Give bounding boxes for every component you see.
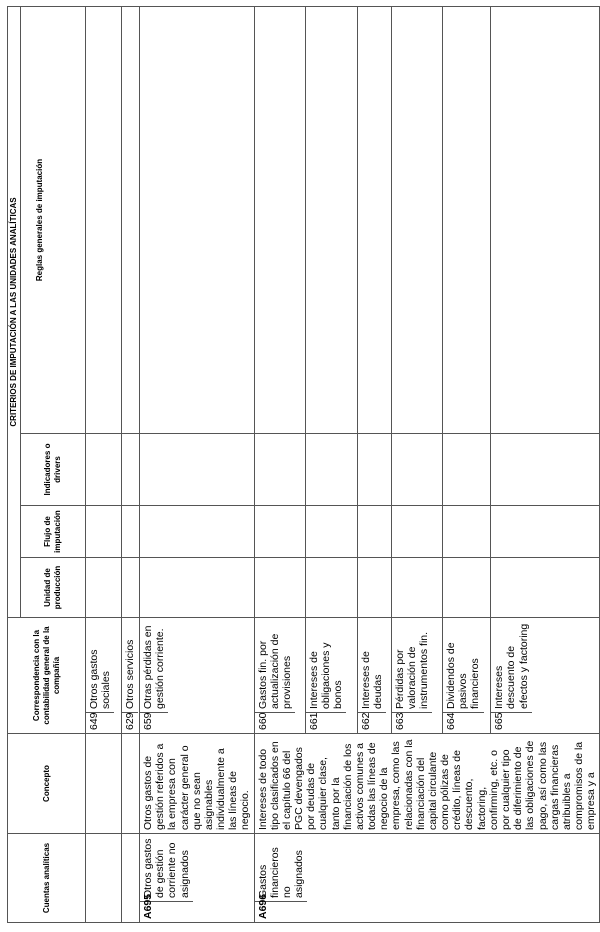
header-correspondencia: Correspondencia con la contabilidad general de la compañía xyxy=(8,618,86,734)
header-indicadores: Indicadores o drivers xyxy=(21,434,86,506)
account-number: 649 xyxy=(86,712,114,733)
account-number: 661 xyxy=(306,712,347,733)
header-reglas: Reglas generales de imputación xyxy=(21,7,86,434)
concept-text: Intereses de todo tipo clasificados en el capítulo 66 del PGC devengados por deudas de cualquier clase, tanto por la financiación de los activos comunes a todas las líneas de negocio de la empresa, como las relacionadas con la financiación del capital circulante como pólizas de crédito, líneas de descuento, factoring, confirming, etc. o por cualquier tipo de diferimiento de las obligaciones de pago, así como las cargas financieras atribuibles a compromisos de la empresa y a xyxy=(254,734,600,834)
account-number: 664 xyxy=(443,712,484,733)
table-row xyxy=(86,7,122,923)
table-row xyxy=(140,7,255,923)
account-description: Intereses de obligaciones y bonos xyxy=(307,642,344,709)
header-flujo: Flujo de imputación xyxy=(21,506,86,558)
account-description: Intereses de deudas xyxy=(359,651,385,709)
rotated-table-wrapper xyxy=(7,7,598,923)
imputation-table xyxy=(7,6,600,923)
account-number: 665 xyxy=(491,712,532,733)
header-unidad: Unidad de producción xyxy=(21,558,86,618)
account-code: A696 xyxy=(255,901,308,922)
account-name: Otros gastos de gestión corriente no asignados xyxy=(142,838,191,898)
account-description: Pérdidas por valoración de instrumentos fin. xyxy=(393,631,431,709)
account-description: Otras pérdidas en gestión corriente. xyxy=(142,625,167,709)
account-description: Otros gastos sociales xyxy=(88,649,113,709)
account-number: 663 xyxy=(392,712,433,733)
account-code: A695 xyxy=(140,901,193,922)
account-number: 660 xyxy=(255,712,296,733)
account-number: 629 xyxy=(122,712,138,733)
account-name: Gastos financieros no asignados xyxy=(256,847,306,898)
table-row xyxy=(122,7,140,923)
header-cuentas: Cuentas analíticas xyxy=(8,834,86,923)
header-criterios: CRITERIOS DE IMPUTACIÓN A LAS UNIDADES ANALÍTICAS xyxy=(8,7,21,618)
header-concepto: Concepto xyxy=(8,734,86,834)
concept-text: Otros gastos de gestión referidos a la empresa con carácter general o que no sean asignables individualmente a las líneas de negocio. xyxy=(140,734,255,834)
account-description: Intereses descuento de efectos y factoring xyxy=(493,623,530,709)
account-number: 662 xyxy=(358,712,386,733)
account-number: 659 xyxy=(140,712,168,733)
table-row xyxy=(254,7,305,923)
account-description: Dividendos de pasivos financieros xyxy=(445,642,482,709)
account-description: Gastos fin. por actualización de provisiones xyxy=(256,633,293,709)
account-description: Otros servicios xyxy=(124,639,136,709)
